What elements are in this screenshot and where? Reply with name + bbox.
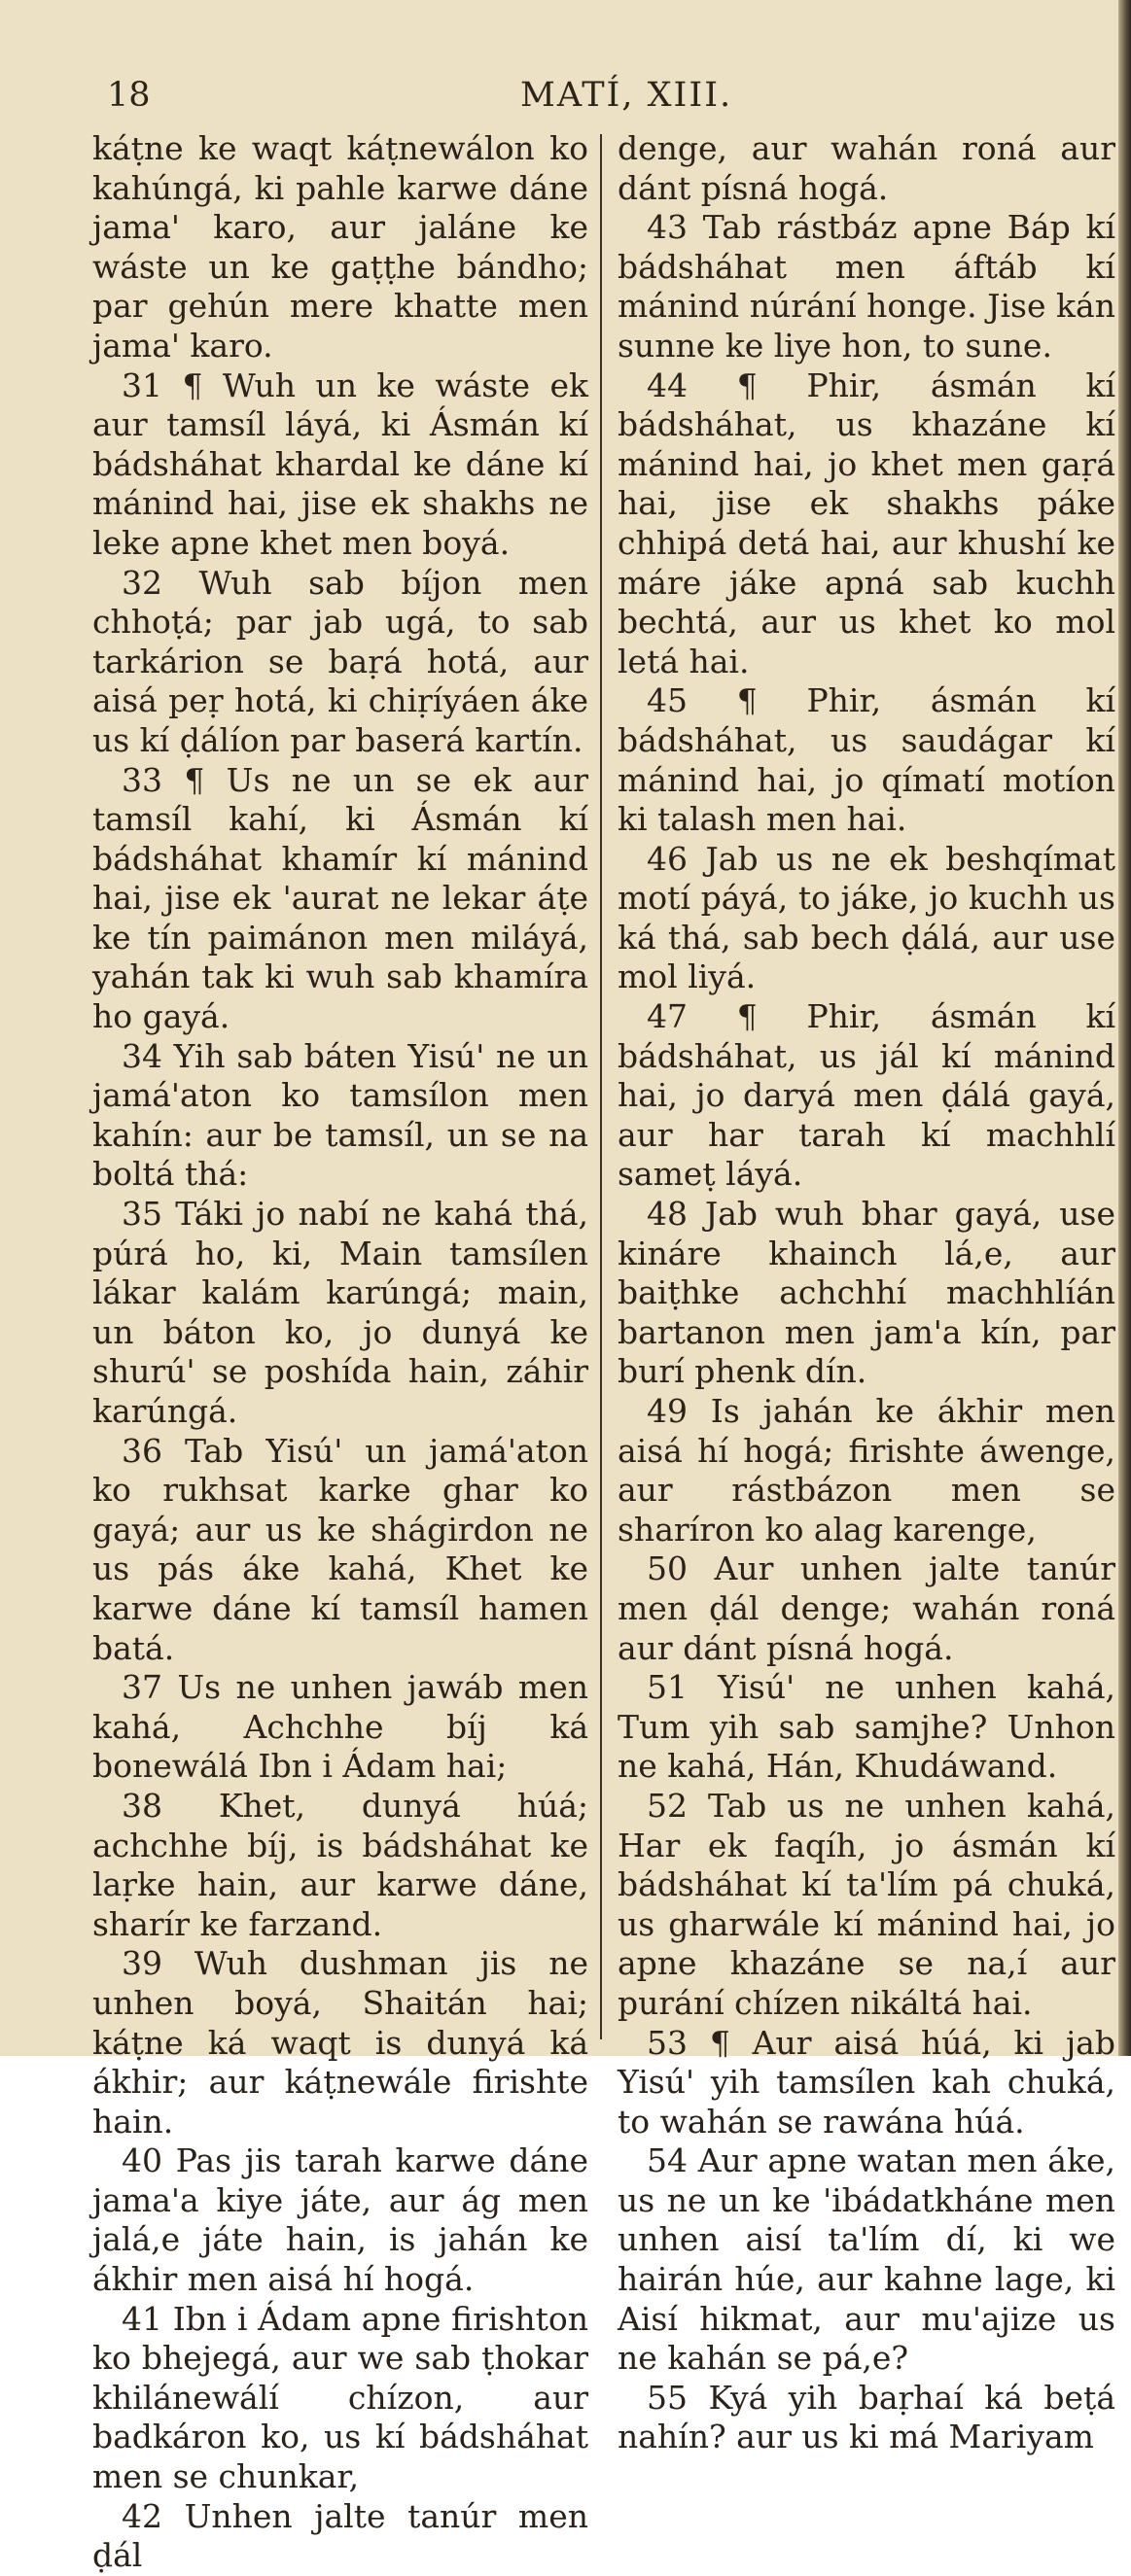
page-header: [0, 76, 1118, 124]
verse-paragraph: 32 Wuh sab bíjon men chhoṭá; par jab ugá, to sab tarkárion se baṛá hotá, aur aisá peṛ hotá, ki chiṛíyáen áke us kí ḍálíon par baserá kartín.: [92, 563, 588, 759]
verse-paragraph: 41 Ibn i Ádam apne firishton ko bhejegá, aur we sab ṭhokar khilánewálí chízon, aur badkáron ko, us kí bádsháhat men se chunkar,: [92, 2299, 588, 2496]
verse-paragraph: 39 Wuh dushman jis ne unhen boyá, Shaitán hai; káṭne ká waqt is dunyá ká ákhir; aur káṭnewále firishte hain.: [92, 1944, 588, 2141]
verse-paragraph: 51 Yisú' ne unhen kahá, Tum yih sab samjhe? Unhon ne kahá, Hán, Khudáwand.: [618, 1668, 1115, 1786]
verse-paragraph: 34 Yih sab báten Yisú' ne un jamá'aton ko tamsílon men kahín: aur be tamsíl, un se na boltá thá:: [92, 1036, 588, 1194]
verse-paragraph: 31 ¶ Wuh un ke wáste ek aur tamsíl láyá, ki Ásmán kí bádsháhat khardal ke dáne kí mánind hai, jise ek shakhs ne leke apne khet men boyá.: [92, 366, 588, 562]
verse-paragraph: 42 Unhen jalte tanúr men ḍál: [92, 2496, 588, 2575]
verse-paragraph: 36 Tab Yisú' un jamá'aton ko rukhsat karke ghar ko gayá; aur us ke shágirdon ne us pás áke kahá, Khet ke karwe dáne kí tamsíl hamen batá.: [92, 1431, 588, 1667]
verse-paragraph: 49 Is jahán ke ákhir men aisá hí hogá; firishte áwenge, aur rástbázon men se sharíron ko alag karenge,: [618, 1392, 1115, 1549]
verse-paragraph: 40 Pas jis tarah karwe dáne jama'a kiye játe, aur ág men jalá,e játe hain, is jahán ke ákhir men aisá hí hogá.: [92, 2141, 588, 2299]
verse-paragraph: 54 Aur apne watan men áke, us ne un ke 'ibádatkháne men unhen aisí ta'lím dí, ki we hairán húe, aur kahne lage, ki Aisí hikmat, aur mu'ajize us ne kahán se pá,e?: [618, 2141, 1115, 2378]
verse-paragraph: káṭne ke waqt káṭnewálon ko kahúngá, ki pahle karwe dáne jama' karo, aur jaláne ke wáste un ke gaṭṭhe bándho; par gehún mere khatte men jama' karo.: [92, 129, 588, 365]
verse-paragraph: 37 Us ne unhen jawáb men kahá, Achchhe bíj ká bonewálá Ibn i Ádam hai;: [92, 1668, 588, 1786]
verse-paragraph: 46 Jab us ne ek beshqímat motí páyá, to jáke, jo kuchh us ká thá, sab bech ḍálá, aur use mol liyá.: [618, 839, 1115, 996]
verse-paragraph: 47 ¶ Phir, ásmán kí bádsháhat, us jál kí mánind hai, jo daryá men ḍálá gayá, aur har tarah kí machhlí sameṭ láyá.: [618, 997, 1115, 1194]
verse-paragraph: 52 Tab us ne unhen kahá, Har ek faqíh, jo ásmán kí bádsháhat kí ta'lím pá chuká, us gharwále kí mánind hai, jo apne khazáne se na,í aur purání chízen nikáltá hai.: [618, 1786, 1115, 2022]
verse-paragraph: 33 ¶ Us ne un se ek aur tamsíl kahí, ki Ásmán kí bádsháhat khamír kí mánind hai, jise ek 'aurat ne lekar áṭe ke tín paimánon men miláyá, yahán tak ki wuh sab khamíra ho gayá.: [92, 760, 588, 1036]
column-divider: [600, 134, 602, 2039]
left-column: [92, 129, 588, 2576]
page-number: 18: [107, 76, 151, 115]
verse-paragraph: denge, aur wahán roná aur dánt písná hogá.: [618, 129, 1115, 207]
verse-paragraph: 44 ¶ Phir, ásmán kí bádsháhat, us khazáne kí mánind hai, jo khet men gaṛá hai, jise ek shakhs páke chhipá detá hai, aur khushí ke máre jáke apná sab kuchh bechtá, aur us khet ko mol letá hai.: [618, 366, 1115, 680]
verse-paragraph: 38 Khet, dunyá húá; achchhe bíj, is bádsháhat ke laṛke hain, aur karwe dáne, sharír ke farzand.: [92, 1786, 588, 1943]
running-head: MATÍ, XIII.: [520, 76, 733, 115]
verse-paragraph: 43 Tab rástbáz apne Báp kí bádsháhat men áftáb kí mánind núrání honge. Jise kán sunne ke liye hon, to sune.: [618, 208, 1115, 365]
page-edge-shadow: [1118, 0, 1131, 2056]
verse-paragraph: 53 ¶ Aur aisá húá, ki jab Yisú' yih tamsílen kah chuká, to wahán se rawána húá.: [618, 2023, 1115, 2141]
verse-paragraph: 50 Aur unhen jalte tanúr men ḍál denge; wahán roná aur dánt písná hogá.: [618, 1549, 1115, 1667]
right-column: [618, 129, 1115, 2457]
verse-paragraph: 45 ¶ Phir, ásmán kí bádsháhat, us saudágar kí mánind hai, jo qímatí motíon ki talash men hai.: [618, 681, 1115, 839]
verse-paragraph: 48 Jab wuh bhar gayá, use kináre khainch lá,e, aur baiṭhke achchhí machhlíán bartanon men jam'a kín, par burí phenk dín.: [618, 1195, 1115, 1391]
verse-paragraph: 55 Kyá yih baṛhaí ká beṭá nahín? aur us ki má Mariyam: [618, 2378, 1115, 2456]
verse-paragraph: 35 Táki jo nabí ne kahá thá, púrá ho, ki, Main tamsílen lákar kalám karúngá; main, un báton ko, jo dunyá ke shurú' se poshída hain, záhir karúngá.: [92, 1195, 588, 1430]
